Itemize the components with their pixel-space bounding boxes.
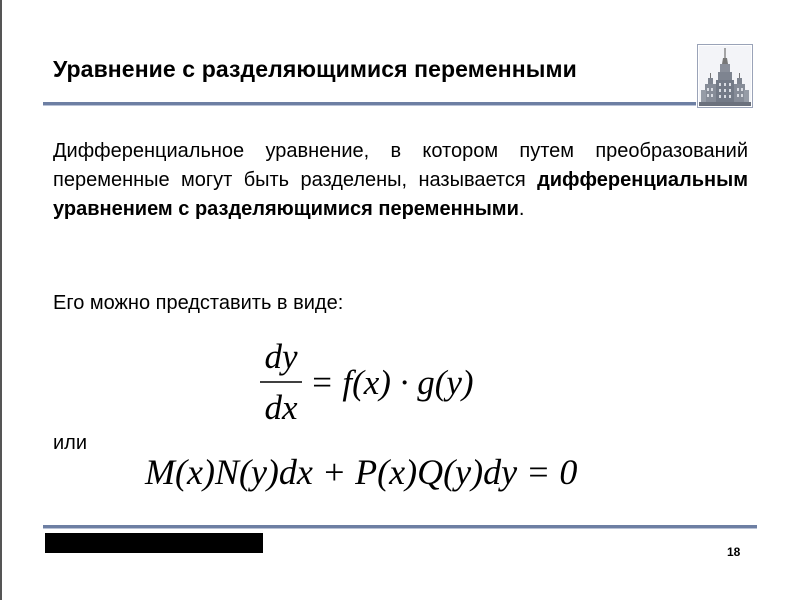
- intro-text: Его можно представить в виде:: [53, 292, 344, 314]
- formula1-rhs: = f(x) · g(y): [310, 363, 474, 402]
- slide-title: Уравнение с разделяющимися переменными: [53, 56, 577, 82]
- definition-paragraph: [53, 137, 748, 224]
- formula1-denominator: dx: [264, 388, 298, 427]
- definition-end: .: [518, 198, 525, 220]
- university-building-logo-icon: [697, 44, 753, 108]
- formula1-numerator: dy: [264, 338, 298, 376]
- page-number: 18: [727, 545, 741, 559]
- definition-text: Дифференциальное уравнение, в котором путем преобразований переменные могут быть разделены, называется: [53, 140, 748, 191]
- or-label: или: [53, 432, 88, 454]
- formula-differential-form: [145, 451, 635, 501]
- definition-term: дифференциальным уравнением с разделяющимися переменными: [53, 169, 748, 220]
- formula-separable-form: [258, 338, 518, 430]
- title-divider-shadow: [43, 105, 696, 106]
- redacted-footer-block: [45, 533, 263, 553]
- slide-left-border: [0, 0, 2, 600]
- footer-divider-shadow: [43, 528, 757, 529]
- formula2-text: M(x)N(y)dx + P(x)Q(y)dy = 0: [145, 452, 578, 492]
